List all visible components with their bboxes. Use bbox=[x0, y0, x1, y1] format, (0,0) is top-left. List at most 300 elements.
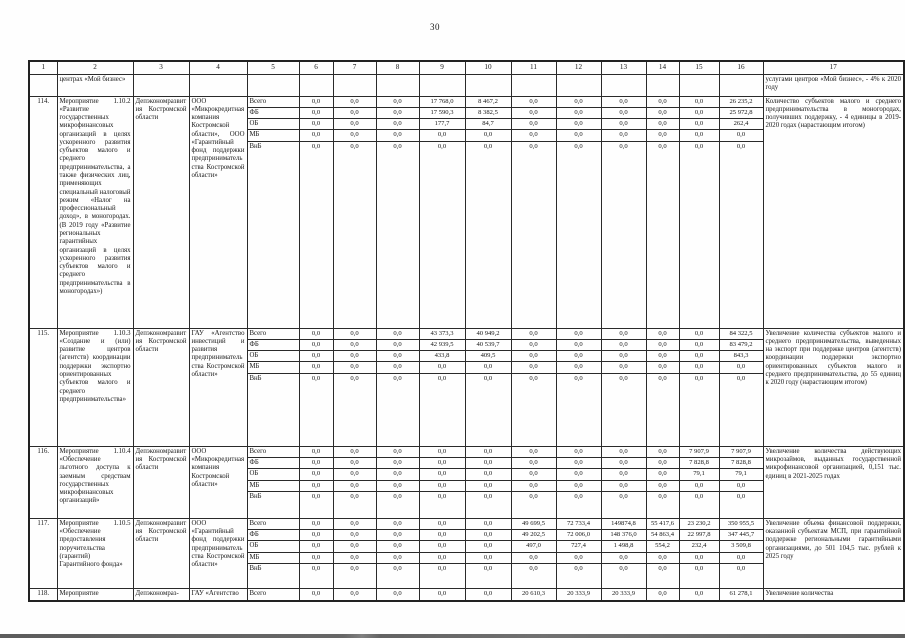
activity-cell: Мероприятие 1.10.5 «Обеспечение предоставления поручительства (гарантий) Гарантийного фонда» bbox=[57, 518, 133, 588]
value-cell: 0,0 bbox=[601, 491, 646, 518]
value-cell: 0,0 bbox=[679, 480, 719, 491]
value-cell: 0,0 bbox=[299, 458, 333, 469]
value-cell: 0,0 bbox=[601, 373, 646, 446]
value-cell: 0,0 bbox=[299, 491, 333, 518]
table-row bbox=[29, 518, 904, 529]
value-cell: 0,0 bbox=[556, 458, 601, 469]
value-cell: 0,0 bbox=[376, 518, 419, 529]
activity-cell: Мероприятие 1.10.3 «Создание и (или) развитие центров (агентств) координации поддержки экспортно ориентированных субъектов малого и среднего предпринимательства» bbox=[57, 328, 133, 446]
value-cell: 0,0 bbox=[719, 552, 763, 563]
row-number-cell bbox=[29, 74, 57, 96]
value-cell: 17 768,0 bbox=[419, 96, 465, 107]
participant-cell: ООО «Микрокредитная компания Костромской области», ООО «Гарантийный фонд поддержки предпринимательства Костромской области» bbox=[189, 96, 247, 328]
value-cell: 0,0 bbox=[299, 373, 333, 446]
value-cell: 0,0 bbox=[299, 351, 333, 362]
value-cell: 0,0 bbox=[679, 96, 719, 107]
value-cell: 0,0 bbox=[376, 328, 419, 339]
value-cell: 0,0 bbox=[419, 469, 465, 480]
budget-label-cell: ВнБ bbox=[247, 141, 299, 328]
value-cell: 0,0 bbox=[465, 541, 511, 552]
value-cell: 84,7 bbox=[465, 119, 511, 130]
value-cell: 0,0 bbox=[719, 491, 763, 518]
value-cell bbox=[719, 74, 763, 96]
value-cell: 0,0 bbox=[646, 96, 679, 107]
value-cell: 40 539,7 bbox=[465, 339, 511, 350]
column-header: 8 bbox=[376, 61, 419, 74]
value-cell: 0,0 bbox=[299, 339, 333, 350]
value-cell: 0,0 bbox=[419, 589, 465, 601]
value-cell: 232,4 bbox=[679, 541, 719, 552]
value-cell: 0,0 bbox=[376, 119, 419, 130]
value-cell: 0,0 bbox=[299, 530, 333, 541]
value-cell: 0,0 bbox=[679, 130, 719, 141]
value-cell: 0,0 bbox=[511, 458, 556, 469]
value-cell: 0,0 bbox=[511, 351, 556, 362]
value-cell: 177,7 bbox=[419, 119, 465, 130]
value-cell: 42 939,5 bbox=[419, 339, 465, 350]
value-cell: 0,0 bbox=[419, 141, 465, 328]
value-cell: 0,0 bbox=[556, 491, 601, 518]
budget-label-cell: ФБ bbox=[247, 458, 299, 469]
value-cell: 727,4 bbox=[556, 541, 601, 552]
value-cell: 0,0 bbox=[601, 564, 646, 589]
value-cell: 0,0 bbox=[679, 351, 719, 362]
value-cell: 0,0 bbox=[601, 351, 646, 362]
value-cell: 0,0 bbox=[465, 362, 511, 373]
page-number: 30 bbox=[430, 22, 440, 32]
row-number-cell: 116. bbox=[29, 446, 57, 518]
value-cell: 0,0 bbox=[465, 373, 511, 446]
value-cell: 0,0 bbox=[556, 119, 601, 130]
value-cell: 0,0 bbox=[719, 362, 763, 373]
value-cell: 0,0 bbox=[646, 491, 679, 518]
value-cell bbox=[679, 74, 719, 96]
value-cell: 0,0 bbox=[299, 446, 333, 457]
value-cell: 0,0 bbox=[601, 446, 646, 457]
column-header: 4 bbox=[189, 61, 247, 74]
value-cell: 0,0 bbox=[646, 458, 679, 469]
budget-label-cell: МБ bbox=[247, 130, 299, 141]
value-cell: 0,0 bbox=[376, 480, 419, 491]
value-cell: 0,0 bbox=[646, 339, 679, 350]
value-cell bbox=[556, 74, 601, 96]
value-cell: 0,0 bbox=[376, 446, 419, 457]
value-cell: 0,0 bbox=[333, 518, 376, 529]
result-cell: Количество субъектов малого и среднего предпринимательства в моногородах, получивших поддержку, - 4 единицы в 2019-2020 годах (нарастающим итогом) bbox=[763, 96, 904, 328]
value-cell: 84 322,5 bbox=[719, 328, 763, 339]
value-cell: 497,0 bbox=[511, 541, 556, 552]
budget-label-cell: ОБ bbox=[247, 541, 299, 552]
value-cell: 0,0 bbox=[646, 119, 679, 130]
value-cell: 0,0 bbox=[601, 107, 646, 118]
value-cell bbox=[465, 74, 511, 96]
column-header: 14 bbox=[646, 61, 679, 74]
value-cell: 0,0 bbox=[419, 491, 465, 518]
value-cell: 26 235,2 bbox=[719, 96, 763, 107]
value-cell: 0,0 bbox=[376, 552, 419, 563]
value-cell: 0,0 bbox=[376, 589, 419, 601]
value-cell: 49 202,5 bbox=[511, 530, 556, 541]
value-cell: 0,0 bbox=[646, 446, 679, 457]
value-cell: 7 828,8 bbox=[679, 458, 719, 469]
value-cell: 0,0 bbox=[556, 351, 601, 362]
value-cell: 61 278,1 bbox=[719, 589, 763, 601]
value-cell: 0,0 bbox=[419, 564, 465, 589]
value-cell: 0,0 bbox=[299, 96, 333, 107]
value-cell: 3 509,8 bbox=[719, 541, 763, 552]
executor-cell: Депэкономраз- bbox=[133, 589, 189, 601]
value-cell: 20 333,9 bbox=[601, 589, 646, 601]
value-cell: 0,0 bbox=[419, 458, 465, 469]
program-table bbox=[28, 60, 905, 602]
value-cell: 0,0 bbox=[719, 564, 763, 589]
value-cell: 262,4 bbox=[719, 119, 763, 130]
value-cell: 0,0 bbox=[511, 552, 556, 563]
value-cell: 0,0 bbox=[465, 130, 511, 141]
executor-cell bbox=[133, 74, 189, 96]
value-cell: 0,0 bbox=[679, 141, 719, 328]
value-cell: 79,1 bbox=[719, 469, 763, 480]
budget-label-cell: Всего bbox=[247, 96, 299, 107]
value-cell: 0,0 bbox=[511, 480, 556, 491]
value-cell: 0,0 bbox=[465, 469, 511, 480]
value-cell: 40 949,2 bbox=[465, 328, 511, 339]
value-cell: 0,0 bbox=[646, 141, 679, 328]
value-cell: 0,0 bbox=[465, 480, 511, 491]
value-cell: 0,0 bbox=[465, 446, 511, 457]
value-cell: 0,0 bbox=[419, 362, 465, 373]
value-cell bbox=[511, 74, 556, 96]
value-cell: 554,2 bbox=[646, 541, 679, 552]
budget-label-cell: ФБ bbox=[247, 339, 299, 350]
value-cell: 0,0 bbox=[719, 373, 763, 446]
column-header: 10 bbox=[465, 61, 511, 74]
value-cell: 55 417,6 bbox=[646, 518, 679, 529]
value-cell: 0,0 bbox=[679, 552, 719, 563]
value-cell: 0,0 bbox=[511, 130, 556, 141]
value-cell: 0,0 bbox=[556, 552, 601, 563]
value-cell: 49 699,5 bbox=[511, 518, 556, 529]
value-cell: 0,0 bbox=[419, 541, 465, 552]
value-cell: 43 373,3 bbox=[419, 328, 465, 339]
value-cell: 0,0 bbox=[333, 96, 376, 107]
executor-cell: Депэкономразвития Костромской области bbox=[133, 96, 189, 328]
budget-label-cell: ВнБ bbox=[247, 373, 299, 446]
value-cell: 0,0 bbox=[601, 362, 646, 373]
budget-label-cell bbox=[247, 74, 299, 96]
column-header: 5 bbox=[247, 61, 299, 74]
value-cell: 7 907,9 bbox=[719, 446, 763, 457]
activity-cell: Мероприятие bbox=[57, 589, 133, 601]
value-cell: 0,0 bbox=[333, 469, 376, 480]
value-cell: 0,0 bbox=[556, 130, 601, 141]
value-cell: 0,0 bbox=[333, 119, 376, 130]
value-cell: 0,0 bbox=[465, 589, 511, 601]
value-cell: 0,0 bbox=[511, 328, 556, 339]
value-cell: 0,0 bbox=[299, 541, 333, 552]
value-cell: 0,0 bbox=[465, 552, 511, 563]
value-cell: 0,0 bbox=[299, 141, 333, 328]
value-cell: 0,0 bbox=[511, 446, 556, 457]
value-cell: 0,0 bbox=[419, 130, 465, 141]
value-cell: 0,0 bbox=[601, 130, 646, 141]
value-cell: 0,0 bbox=[465, 530, 511, 541]
value-cell: 0,0 bbox=[719, 141, 763, 328]
column-header: 6 bbox=[299, 61, 333, 74]
executor-cell: Депэкономразвития Костромской области bbox=[133, 518, 189, 588]
value-cell: 0,0 bbox=[333, 458, 376, 469]
value-cell: 20 333,9 bbox=[556, 589, 601, 601]
result-cell: Увеличение объема финансовой поддержки, оказанной субъектам МСП, при гарантийной поддержке региональными гарантийными организациями, до 501 104,5 тыс. рублей к 2025 году bbox=[763, 518, 904, 588]
column-header: 9 bbox=[419, 61, 465, 74]
value-cell: 0,0 bbox=[419, 373, 465, 446]
value-cell: 0,0 bbox=[556, 96, 601, 107]
value-cell: 0,0 bbox=[376, 141, 419, 328]
participant-cell bbox=[189, 74, 247, 96]
result-cell: Увеличение количества действующих микрозаймов, выданных государственной микрофинансовой организацией, 0,151 тыс. единиц в 2021-2025 годах bbox=[763, 446, 904, 518]
executor-cell: Депэкономразвития Костромской области bbox=[133, 328, 189, 446]
budget-label-cell: Всего bbox=[247, 446, 299, 457]
value-cell: 0,0 bbox=[333, 446, 376, 457]
value-cell: 22 997,8 bbox=[679, 530, 719, 541]
value-cell: 0,0 bbox=[333, 107, 376, 118]
value-cell bbox=[376, 74, 419, 96]
budget-label-cell: Всего bbox=[247, 518, 299, 529]
value-cell: 148 376,0 bbox=[601, 530, 646, 541]
value-cell: 0,0 bbox=[646, 480, 679, 491]
value-cell: 20 610,3 bbox=[511, 589, 556, 601]
value-cell: 0,0 bbox=[376, 130, 419, 141]
value-cell: 1 498,8 bbox=[601, 541, 646, 552]
value-cell: 0,0 bbox=[601, 458, 646, 469]
value-cell: 0,0 bbox=[419, 480, 465, 491]
value-cell: 0,0 bbox=[376, 530, 419, 541]
participant-cell: ООО «Гарантийный фонд поддержки предпринимательства Костромской области» bbox=[189, 518, 247, 588]
value-cell: 0,0 bbox=[646, 351, 679, 362]
participant-cell: ООО «Микрокредитная компания Костромской области» bbox=[189, 446, 247, 518]
result-cell: Увеличение количества субъектов малого и среднего предпринимательства, выведенных на экспорт при поддержке центров (агентств) координации поддержки экспортно ориентированных субъектов малого и среднего предпринимательства, до 55 единиц к 2020 году (нарастающим итогом) bbox=[763, 328, 904, 446]
value-cell: 0,0 bbox=[511, 469, 556, 480]
value-cell: 0,0 bbox=[333, 491, 376, 518]
row-number-cell: 118. bbox=[29, 589, 57, 601]
value-cell: 0,0 bbox=[465, 518, 511, 529]
value-cell: 0,0 bbox=[376, 96, 419, 107]
value-cell: 0,0 bbox=[511, 96, 556, 107]
value-cell bbox=[333, 74, 376, 96]
value-cell: 0,0 bbox=[646, 564, 679, 589]
value-cell: 0,0 bbox=[511, 373, 556, 446]
value-cell: 0,0 bbox=[511, 119, 556, 130]
budget-label-cell: ФБ bbox=[247, 107, 299, 118]
value-cell: 0,0 bbox=[556, 446, 601, 457]
value-cell: 0,0 bbox=[333, 141, 376, 328]
value-cell: 0,0 bbox=[465, 458, 511, 469]
activity-cell: Мероприятие 1.10.4 «Обеспечение льготного доступа к заемным средствам государственных микрофинансовых организаций» bbox=[57, 446, 133, 518]
value-cell: 0,0 bbox=[376, 458, 419, 469]
value-cell: 0,0 bbox=[679, 339, 719, 350]
value-cell: 23 230,2 bbox=[679, 518, 719, 529]
value-cell bbox=[646, 74, 679, 96]
value-cell: 0,0 bbox=[679, 107, 719, 118]
column-header: 7 bbox=[333, 61, 376, 74]
value-cell: 54 863,4 bbox=[646, 530, 679, 541]
value-cell: 0,0 bbox=[333, 480, 376, 491]
value-cell: 0,0 bbox=[556, 564, 601, 589]
budget-label-cell: МБ bbox=[247, 552, 299, 563]
column-header: 17 bbox=[763, 61, 904, 74]
value-cell: 0,0 bbox=[556, 362, 601, 373]
budget-label-cell: Всего bbox=[247, 589, 299, 601]
value-cell: 0,0 bbox=[601, 480, 646, 491]
table-row bbox=[29, 96, 904, 107]
result-cell: Увеличение количества bbox=[763, 589, 904, 601]
value-cell: 0,0 bbox=[376, 541, 419, 552]
value-cell: 0,0 bbox=[299, 469, 333, 480]
value-cell: 149874,8 bbox=[601, 518, 646, 529]
value-cell: 350 955,5 bbox=[719, 518, 763, 529]
value-cell: 0,0 bbox=[601, 469, 646, 480]
column-header: 16 bbox=[719, 61, 763, 74]
budget-label-cell: ФБ bbox=[247, 530, 299, 541]
value-cell: 17 590,3 bbox=[419, 107, 465, 118]
budget-label-cell: МБ bbox=[247, 480, 299, 491]
value-cell: 0,0 bbox=[646, 589, 679, 601]
value-cell: 0,0 bbox=[719, 480, 763, 491]
budget-label-cell: Всего bbox=[247, 328, 299, 339]
value-cell: 0,0 bbox=[679, 119, 719, 130]
value-cell: 7 907,9 bbox=[679, 446, 719, 457]
budget-label-cell: МБ bbox=[247, 362, 299, 373]
scan-artifact-line bbox=[0, 634, 905, 638]
value-cell: 0,0 bbox=[646, 362, 679, 373]
value-cell: 0,0 bbox=[299, 328, 333, 339]
value-cell: 0,0 bbox=[556, 373, 601, 446]
value-cell: 83 479,2 bbox=[719, 339, 763, 350]
value-cell: 0,0 bbox=[333, 351, 376, 362]
budget-label-cell: ОБ bbox=[247, 119, 299, 130]
value-cell: 0,0 bbox=[376, 362, 419, 373]
table-row bbox=[29, 328, 904, 339]
column-header: 12 bbox=[556, 61, 601, 74]
value-cell: 0,0 bbox=[299, 518, 333, 529]
column-header: 3 bbox=[133, 61, 189, 74]
activity-cell: центрах «Мой бизнес» bbox=[57, 74, 133, 96]
value-cell: 0,0 bbox=[299, 130, 333, 141]
value-cell: 0,0 bbox=[419, 552, 465, 563]
value-cell: 409,5 bbox=[465, 351, 511, 362]
value-cell: 0,0 bbox=[511, 107, 556, 118]
budget-label-cell: ВнБ bbox=[247, 491, 299, 518]
value-cell: 0,0 bbox=[679, 564, 719, 589]
value-cell: 79,1 bbox=[679, 469, 719, 480]
value-cell: 347 445,7 bbox=[719, 530, 763, 541]
value-cell: 0,0 bbox=[376, 107, 419, 118]
value-cell: 0,0 bbox=[556, 141, 601, 328]
value-cell: 0,0 bbox=[601, 339, 646, 350]
value-cell: 0,0 bbox=[601, 119, 646, 130]
value-cell bbox=[601, 74, 646, 96]
value-cell: 0,0 bbox=[679, 362, 719, 373]
value-cell: 0,0 bbox=[333, 373, 376, 446]
column-header: 15 bbox=[679, 61, 719, 74]
value-cell: 0,0 bbox=[299, 552, 333, 563]
result-cell: услугами центров «Мой бизнес», - 4% к 2020 году bbox=[763, 74, 904, 96]
value-cell: 0,0 bbox=[333, 589, 376, 601]
value-cell: 0,0 bbox=[333, 564, 376, 589]
value-cell: 0,0 bbox=[646, 130, 679, 141]
value-cell: 0,0 bbox=[376, 564, 419, 589]
value-cell: 8 382,5 bbox=[465, 107, 511, 118]
value-cell: 0,0 bbox=[556, 480, 601, 491]
value-cell: 0,0 bbox=[601, 328, 646, 339]
value-cell: 0,0 bbox=[679, 491, 719, 518]
value-cell: 0,0 bbox=[646, 107, 679, 118]
row-number-cell: 114. bbox=[29, 96, 57, 328]
value-cell: 0,0 bbox=[333, 552, 376, 563]
value-cell: 0,0 bbox=[299, 362, 333, 373]
value-cell: 0,0 bbox=[419, 518, 465, 529]
value-cell: 0,0 bbox=[646, 328, 679, 339]
value-cell: 0,0 bbox=[376, 351, 419, 362]
value-cell: 0,0 bbox=[646, 469, 679, 480]
row-number-cell: 115. bbox=[29, 328, 57, 446]
column-header: 13 bbox=[601, 61, 646, 74]
value-cell: 0,0 bbox=[601, 96, 646, 107]
value-cell: 0,0 bbox=[646, 373, 679, 446]
value-cell: 0,0 bbox=[511, 339, 556, 350]
value-cell: 0,0 bbox=[465, 564, 511, 589]
value-cell: 0,0 bbox=[465, 141, 511, 328]
value-cell: 0,0 bbox=[556, 107, 601, 118]
column-header: 11 bbox=[511, 61, 556, 74]
value-cell: 0,0 bbox=[646, 552, 679, 563]
value-cell: 0,0 bbox=[511, 141, 556, 328]
value-cell: 0,0 bbox=[556, 339, 601, 350]
value-cell: 0,0 bbox=[556, 328, 601, 339]
column-header: 2 bbox=[57, 61, 133, 74]
value-cell: 72 733,4 bbox=[556, 518, 601, 529]
budget-label-cell: ОБ bbox=[247, 351, 299, 362]
value-cell: 0,0 bbox=[419, 446, 465, 457]
value-cell: 0,0 bbox=[376, 491, 419, 518]
value-cell: 0,0 bbox=[511, 564, 556, 589]
value-cell: 0,0 bbox=[299, 107, 333, 118]
value-cell: 0,0 bbox=[376, 339, 419, 350]
participant-cell: ГАУ «Агентство инвестиций и развития предпринимательства Костромской области» bbox=[189, 328, 247, 446]
participant-cell: ГАУ «Агентство bbox=[189, 589, 247, 601]
value-cell: 0,0 bbox=[679, 589, 719, 601]
budget-label-cell: ВнБ bbox=[247, 564, 299, 589]
value-cell: 843,3 bbox=[719, 351, 763, 362]
value-cell: 0,0 bbox=[511, 362, 556, 373]
value-cell: 0,0 bbox=[679, 373, 719, 446]
value-cell: 0,0 bbox=[679, 328, 719, 339]
value-cell: 0,0 bbox=[333, 130, 376, 141]
value-cell bbox=[419, 74, 465, 96]
value-cell: 72 006,0 bbox=[556, 530, 601, 541]
table-row bbox=[29, 446, 904, 457]
value-cell: 0,0 bbox=[511, 491, 556, 518]
budget-label-cell: ОБ bbox=[247, 469, 299, 480]
value-cell: 0,0 bbox=[333, 541, 376, 552]
value-cell: 25 972,8 bbox=[719, 107, 763, 118]
value-cell: 0,0 bbox=[333, 362, 376, 373]
value-cell: 433,8 bbox=[419, 351, 465, 362]
row-number-cell: 117. bbox=[29, 518, 57, 588]
value-cell: 0,0 bbox=[601, 141, 646, 328]
value-cell: 0,0 bbox=[333, 339, 376, 350]
value-cell: 0,0 bbox=[333, 328, 376, 339]
